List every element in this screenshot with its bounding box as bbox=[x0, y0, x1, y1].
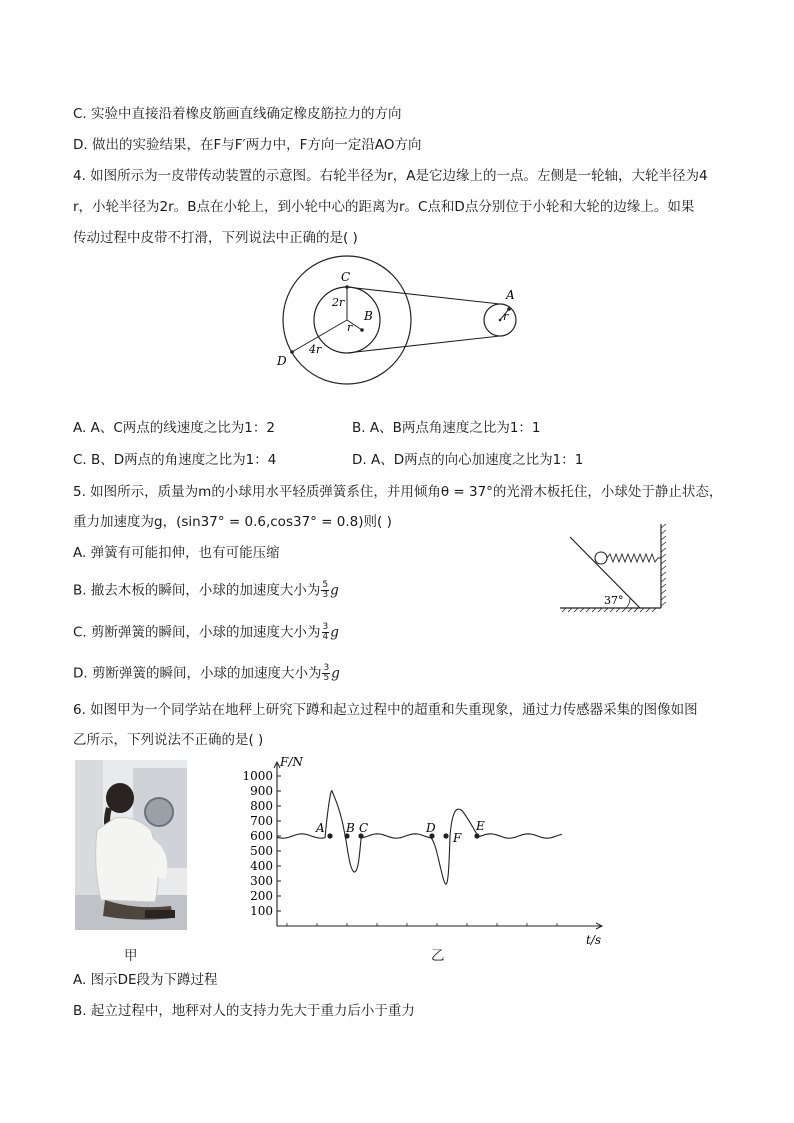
q5-option-c: C. 剪断弹簧的瞬间，小球的加速度大小为 $\frac{3}{4}$ g bbox=[73, 622, 339, 642]
label-2r: 2r bbox=[332, 296, 345, 309]
point-A bbox=[327, 833, 332, 838]
y-tick-label: 800 bbox=[250, 799, 273, 813]
y-tick-label: 600 bbox=[250, 829, 273, 843]
squatting-student-photo bbox=[75, 760, 187, 930]
q4-option-c: C. B、D两点的角速度之比为1：4 bbox=[73, 452, 277, 468]
option-c-q3: C. 实验中直接沿着橡皮筋画直线确定橡皮筋拉力的方向 bbox=[73, 106, 402, 122]
y-axis-label: F/N bbox=[280, 755, 303, 769]
q6-option-a: A. 图示DE段为下蹲过程 bbox=[73, 972, 218, 988]
label-A: A bbox=[506, 288, 515, 302]
label-C: C bbox=[341, 270, 351, 284]
q4-option-b: B. A、B两点角速度之比为1：1 bbox=[352, 420, 541, 436]
question-6-line-2: 乙所示，下列说法不正确的是( ) bbox=[73, 732, 264, 748]
option-d-q3: D. 做出的实验结果，在F与F′两力中，F方向一定沿AO方向 bbox=[73, 137, 422, 153]
belt-drive-figure bbox=[270, 252, 530, 402]
point-label-F: F bbox=[453, 831, 462, 845]
question-4-line-3: 传动过程中皮带不打滑，下列说法中正确的是( ) bbox=[73, 230, 358, 246]
y-tick-label: 1000 bbox=[242, 769, 273, 783]
question-6-line-1: 6. 如图甲为一个同学站在地秤上研究下蹲和起立过程中的超重和失重现象，通过力传感器采集的图像如图 bbox=[73, 702, 698, 718]
q4-option-d: D. A、D两点的向心加速度之比为1：1 bbox=[352, 452, 584, 468]
angle-label: 37° bbox=[604, 594, 624, 607]
y-tick-label: 100 bbox=[250, 904, 273, 918]
label-D: D bbox=[277, 354, 287, 368]
label-r-right: r bbox=[503, 310, 509, 323]
y-tick-label: 500 bbox=[250, 844, 273, 858]
point-E bbox=[474, 833, 479, 838]
chart-caption: 乙 bbox=[431, 948, 445, 964]
point-label-D: D bbox=[426, 821, 436, 835]
q4-option-a: A. A、C两点的线速度之比为1：2 bbox=[73, 420, 275, 436]
q5-option-d: D. 剪断弹簧的瞬间，小球的加速度大小为 $\frac{3}{5}$ g bbox=[73, 663, 340, 683]
incline-spring-figure bbox=[556, 522, 672, 614]
force-curve bbox=[277, 791, 562, 884]
photo-caption: 甲 bbox=[124, 948, 138, 964]
label-B: B bbox=[364, 309, 373, 323]
point-label-E: E bbox=[476, 819, 485, 833]
y-tick-label: 300 bbox=[250, 874, 273, 888]
point-label-C: C bbox=[359, 821, 369, 835]
q6-option-b: B. 起立过程中，地秤对人的支持力先大于重力后小于重力 bbox=[73, 1003, 415, 1019]
spring bbox=[607, 554, 661, 562]
question-5-line-2: 重力加速度为g，(sin37° = 0.6,cos37° = 0.8)则( ) bbox=[73, 514, 392, 530]
ball bbox=[595, 552, 607, 564]
q5-option-a: A. 弹簧有可能扣伸，也有可能压缩 bbox=[73, 545, 280, 561]
question-4-line-1: 4. 如图所示为一皮带传动装置的示意图。右轮半径为r，A是它边缘上的一点。左侧是一轮轴，大轮半径为4 bbox=[73, 168, 708, 184]
x-axis-label: t/s bbox=[586, 933, 602, 947]
y-tick-label: 200 bbox=[250, 889, 273, 903]
label-r-center: r bbox=[347, 321, 353, 334]
point-F bbox=[443, 833, 448, 838]
label-4r: 4r bbox=[309, 343, 322, 356]
y-tick-label: 900 bbox=[250, 784, 273, 798]
y-tick-label: 400 bbox=[250, 859, 273, 873]
force-time-chart bbox=[236, 754, 616, 950]
q5-option-b: B. 撤去木板的瞬间，小球的加速度大小为 $\frac{5}{3}$ g bbox=[73, 580, 339, 600]
question-5-line-1: 5. 如图所示，质量为m的小球用水平轻质弹簧系住，并用倾角θ = 37°的光滑木板托住，小球处于静止状态， bbox=[73, 484, 723, 500]
point-label-A: A bbox=[316, 821, 325, 835]
y-tick-label: 700 bbox=[250, 814, 273, 828]
point-label-B: B bbox=[346, 821, 355, 835]
question-4-line-2: r，小轮半径为2r。B点在小轮上，到小轮中心的距离为r。C点和D点分别位于小轮和大轮的边缘上。如果 bbox=[73, 199, 695, 215]
